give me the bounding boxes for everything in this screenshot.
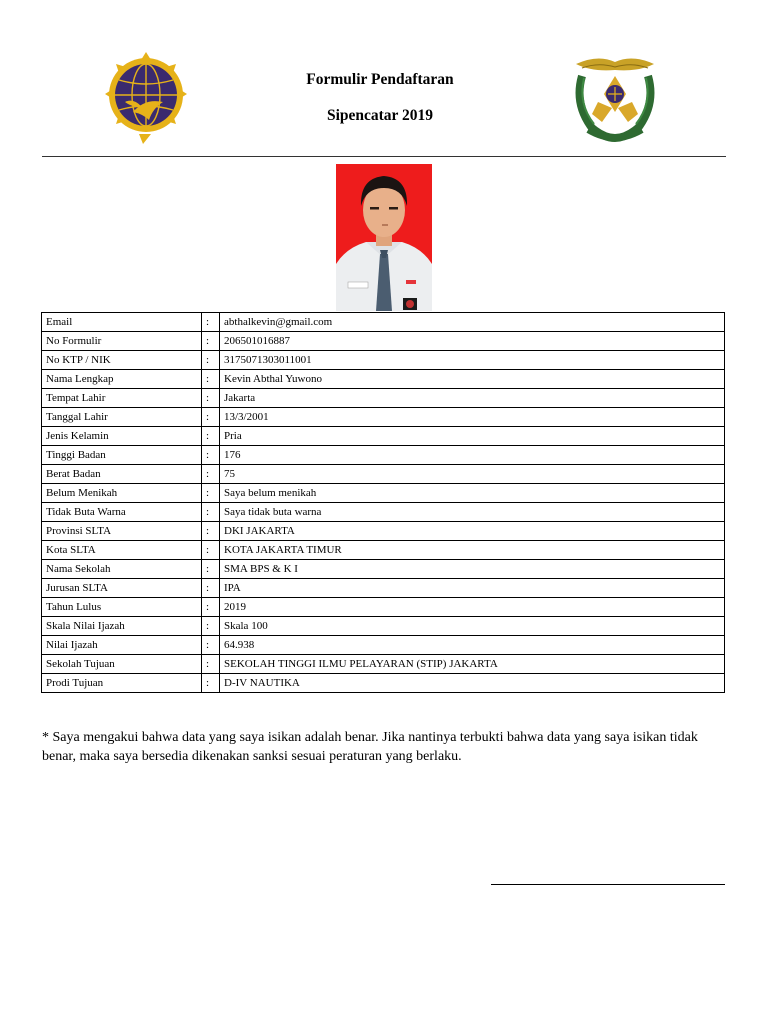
signature-line [491, 884, 725, 885]
field-value: 13/3/2001 [220, 408, 725, 427]
field-label: No KTP / NIK [42, 351, 202, 370]
field-value: 75 [220, 465, 725, 484]
field-label: Jurusan SLTA [42, 579, 202, 598]
field-value: SMA BPS & K I [220, 560, 725, 579]
table-row [42, 408, 725, 427]
field-value: Jakarta [220, 389, 725, 408]
field-separator: : [202, 617, 220, 636]
field-value: 206501016887 [220, 332, 725, 351]
field-value: D-IV NAUTIKA [220, 674, 725, 693]
table-row [42, 655, 725, 674]
wings-anchor-emblem-logo [568, 50, 662, 146]
table-row [42, 313, 725, 332]
field-value: 3175071303011001 [220, 351, 725, 370]
form-title: Formulir Pendaftaran [306, 71, 454, 88]
table-row [42, 351, 725, 370]
field-label: Kota SLTA [42, 541, 202, 560]
table-row [42, 617, 725, 636]
field-separator: : [202, 389, 220, 408]
field-label: No Formulir [42, 332, 202, 351]
field-separator: : [202, 541, 220, 560]
table-row [42, 484, 725, 503]
table-row [42, 674, 725, 693]
field-label: Provinsi SLTA [42, 522, 202, 541]
field-label: Prodi Tujuan [42, 674, 202, 693]
field-value: Saya belum menikah [220, 484, 725, 503]
table-row [42, 370, 725, 389]
header-divider [42, 156, 726, 157]
field-separator: : [202, 655, 220, 674]
field-value: IPA [220, 579, 725, 598]
field-label: Nilai Ijazah [42, 636, 202, 655]
table-row [42, 636, 725, 655]
field-separator: : [202, 560, 220, 579]
field-label: Nama Lengkap [42, 370, 202, 389]
field-label: Berat Badan [42, 465, 202, 484]
field-value: Skala 100 [220, 617, 725, 636]
table-row [42, 503, 725, 522]
field-value: abthalkevin@gmail.com [220, 313, 725, 332]
field-separator: : [202, 598, 220, 617]
registration-data-table [41, 312, 725, 693]
field-label: Skala Nilai Ijazah [42, 617, 202, 636]
table-row [42, 579, 725, 598]
declaration-statement: * Saya mengakui bahwa data yang saya isikan adalah benar. Jika nantinya terbukti bahwa data yang saya isikan tidak benar, maka saya bersedia dikenakan sanksi sesuai peraturan yang berlaku. [42, 730, 698, 764]
field-value: Saya tidak buta warna [220, 503, 725, 522]
field-value: KOTA JAKARTA TIMUR [220, 541, 725, 560]
field-separator: : [202, 579, 220, 598]
applicant-photo [336, 164, 432, 311]
field-separator: : [202, 370, 220, 389]
field-separator: : [202, 503, 220, 522]
field-label: Tempat Lahir [42, 389, 202, 408]
field-label: Tidak Buta Warna [42, 503, 202, 522]
field-label: Sekolah Tujuan [42, 655, 202, 674]
field-separator: : [202, 484, 220, 503]
table-row [42, 560, 725, 579]
field-label: Email [42, 313, 202, 332]
table-row [42, 465, 725, 484]
field-label: Belum Menikah [42, 484, 202, 503]
field-separator: : [202, 674, 220, 693]
table-row [42, 389, 725, 408]
form-subtitle: Sipencatar 2019 [326, 107, 434, 124]
field-label: Nama Sekolah [42, 560, 202, 579]
table-row [42, 598, 725, 617]
field-separator: : [202, 522, 220, 541]
field-value: SEKOLAH TINGGI ILMU PELAYARAN (STIP) JAKARTA [220, 655, 725, 674]
field-separator: : [202, 313, 220, 332]
field-value: 2019 [220, 598, 725, 617]
field-label: Tahun Lulus [42, 598, 202, 617]
field-separator: : [202, 351, 220, 370]
field-separator: : [202, 636, 220, 655]
table-row [42, 541, 725, 560]
field-value: Pria [220, 427, 725, 446]
globe-eagle-gear-logo [103, 50, 189, 146]
field-value: 176 [220, 446, 725, 465]
field-value: 64.938 [220, 636, 725, 655]
table-row [42, 427, 725, 446]
field-separator: : [202, 446, 220, 465]
table-row [42, 522, 725, 541]
field-separator: : [202, 332, 220, 351]
field-label: Jenis Kelamin [42, 427, 202, 446]
field-label: Tanggal Lahir [42, 408, 202, 427]
field-value: DKI JAKARTA [220, 522, 725, 541]
field-separator: : [202, 408, 220, 427]
field-separator: : [202, 465, 220, 484]
field-label: Tinggi Badan [42, 446, 202, 465]
field-separator: : [202, 427, 220, 446]
table-row [42, 332, 725, 351]
table-row [42, 446, 725, 465]
field-value: Kevin Abthal Yuwono [220, 370, 725, 389]
